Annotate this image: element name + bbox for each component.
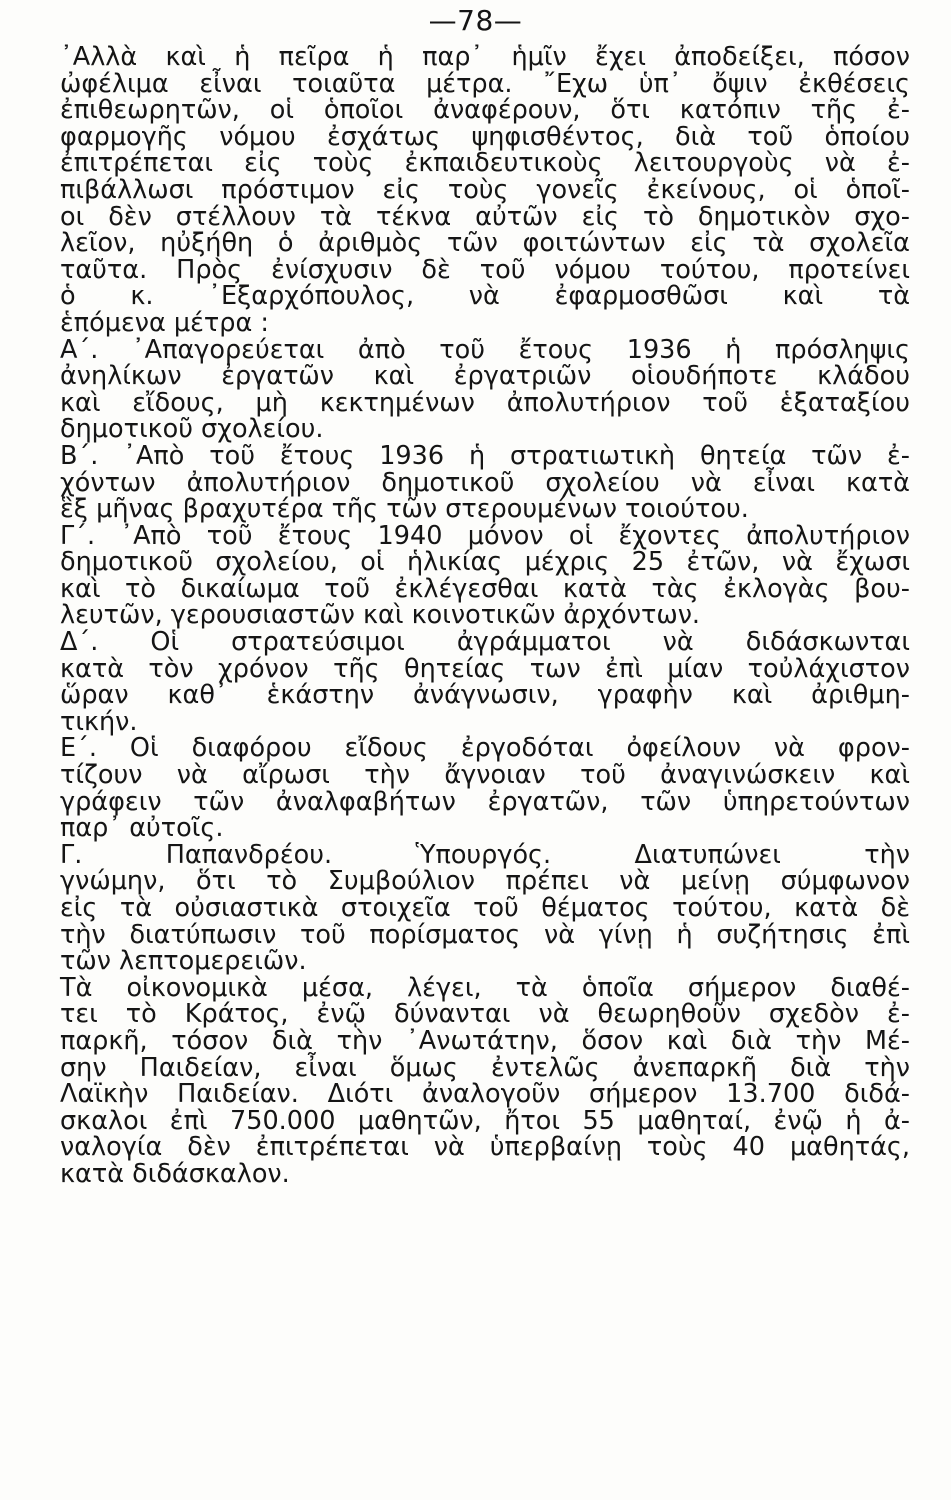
text-line: τῶν λεπτομερειῶν. <box>60 946 307 977</box>
text-line: παρκῆ, τόσον διὰ τὴν ᾽Ανωτάτην, ὅσον καὶ διὰ τὴν Μέ- <box>60 1025 910 1056</box>
text-line: ἑπόμενα μέτρα : <box>60 307 269 338</box>
text-line: καὶ τὸ δικαίωμα τοῦ ἐκλέγεσθαι κατὰ τὰς ἐκλογὰς βου- <box>60 573 910 604</box>
text-line: δημοτικοῦ σχολείου, οἱ ἡλικίας μέχρις 25 ἐτῶν, νὰ ἔχωσι <box>60 547 910 578</box>
page-number: —78— <box>428 4 523 37</box>
text-line: ᾽Αλλὰ καὶ ἡ πεῖρα ἡ παρ᾽ ἡμῖν ἔχει ἀποδείξει, πόσον <box>60 42 910 72</box>
text-line: Γ΄. ᾽Απὸ τοῦ ἔτους 1940 μόνον οἱ ἔχοντες ἀπολυτήριον <box>60 520 910 551</box>
text-line: φαρμογῆς νόμου ἐσχάτως ψηφισθέντος, διὰ τοῦ ὁποίου <box>60 121 910 152</box>
text-line: Λαϊκὴν Παιδείαν. Διότι ἀναλογοῦν σήμερον 13.700 διδά- <box>60 1079 910 1110</box>
text-line: ὥραν καθ᾽ ἑκάστην ἀνάγνωσιν, γραφὴν καὶ ἀριθμη- <box>60 680 910 711</box>
text-line: Δ΄. Οἱ στρατεύσιμοι ἀγράμματοι νὰ διδάσκωνται <box>60 627 910 658</box>
text-line: λεῖον, ηὐξήθη ὁ ἀριθμὸς τῶν φοιτώντων εἰς τὰ σχολεῖα <box>60 228 910 259</box>
body-text <box>60 44 910 1188</box>
text-line: ἐπιτρέπεται εἰς τοὺς ἐκπαιδευτικοὺς λειτουργοὺς νὰ ἐ- <box>60 148 910 179</box>
text-line: λευτῶν, γερουσιαστῶν καὶ κοινοτικῶν ἀρχόντων. <box>60 600 701 631</box>
text-line: κατὰ διδάσκαλον. <box>60 1158 290 1189</box>
text-line: δημοτικοῦ σχολείου. <box>60 414 324 445</box>
text-line: ἐπιθεωρητῶν, οἱ ὁποῖοι ἀναφέρουν, ὅτι κατόπιν τῆς ἐ- <box>60 95 910 126</box>
text-line: Α΄. ᾽Απαγορεύεται ἀπὸ τοῦ ἔτους 1936 ἡ πρόσληψις <box>60 334 910 365</box>
text-line: σκαλοι ἐπὶ 750.000 μαθητῶν, ἤτοι 55 μαθηταί, ἐνῷ ἡ ἀ- <box>60 1105 910 1136</box>
text-line: καὶ εἴδους, μὴ κεκτημένων ἀπολυτήριον τοῦ ἑξαταξίου <box>60 387 910 418</box>
text-line: Γ. Παπανδρέου. Ὑπουργός. Διατυπώνει τὴν <box>60 839 910 870</box>
text-line: γράφειν τῶν ἀναλφαβήτων ἐργατῶν, τῶν ὑπηρετούντων <box>60 786 910 817</box>
text-line: ἀνηλίκων ἐργατῶν καὶ ἐργατριῶν οἱουδήποτε κλάδου <box>60 361 910 392</box>
text-line: τίζουν νὰ αἴρωσι τὴν ἄγνοιαν τοῦ ἀναγινώσκειν καὶ <box>60 760 910 791</box>
text-line: τικήν. <box>60 706 138 737</box>
text-line: εἰς τὰ οὐσιαστικὰ στοιχεῖα τοῦ θέματος τούτου, κατὰ δὲ <box>60 893 910 923</box>
text-line: ναλογία δὲν ἐπιτρέπεται νὰ ὑπερβαίνῃ τοὺς 40 μαθητάς, <box>60 1132 910 1163</box>
text-line: Β΄. ᾽Απὸ τοῦ ἔτους 1936 ἡ στρατιωτικὴ θητεία τῶν ἐ- <box>60 440 910 471</box>
text-line: χόντων ἀπολυτήριον δημοτικοῦ σχολείου νὰ εἶναι κατὰ <box>60 467 910 498</box>
text-line: παρ᾽ αὐτοῖς. <box>60 813 224 844</box>
text-line: οι δὲν στέλλουν τὰ τέκνα αὐτῶν εἰς τὸ δημοτικὸν σχο- <box>60 201 910 232</box>
text-line: Ε΄. Οἱ διαφόρου εἴδους ἐργοδόται ὀφείλουν νὰ φρον- <box>60 733 910 764</box>
text-line: Τὰ οἰκονομικὰ μέσα, λέγει, τὰ ὁποῖα σήμερον διαθέ- <box>60 972 910 1003</box>
text-line: ὠφέλιμα εἶναι τοιαῦτα μέτρα. ῎Εχω ὑπ᾽ ὄψιν ἐκθέσεις <box>60 68 910 99</box>
text-line: πιβάλλωσι πρόστιμον εἰς τοὺς γονεῖς ἐκείνους, οἱ ὁποῖ- <box>60 174 910 205</box>
text-line: ὁ κ. ᾽Εξαρχόπουλος, νὰ ἐφαρμοσθῶσι καὶ τὰ <box>60 281 910 312</box>
text-line: γνώμην, ὅτι τὸ Συμβούλιον πρέπει νὰ μείνῃ σύμφωνον <box>60 866 910 897</box>
text-line: τει τὸ Κράτος, ἐνῷ δύνανται νὰ θεωρηθοῦν σχεδὸν ἐ- <box>60 999 910 1030</box>
text-line: σην Παιδείαν, εἶναι ὅμως ἐντελῶς ἀνεπαρκῆ διὰ τὴν <box>60 1052 910 1083</box>
text-line: ταῦτα. Πρὸς ἐνίσχυσιν δὲ τοῦ νόμου τούτου, προτείνει <box>60 254 910 285</box>
text-line: κατὰ τὸν χρόνον τῆς θητείας των ἐπὶ μίαν τοὐλάχιστον <box>60 653 910 684</box>
text-line: ἓξ μῆνας βραχυτέρα τῆς τῶν στερουμένων τοιούτου. <box>60 494 749 525</box>
text-line: τὴν διατύπωσιν τοῦ πορίσματος νὰ γίνῃ ἡ συζήτησις ἐπὶ <box>60 919 910 950</box>
